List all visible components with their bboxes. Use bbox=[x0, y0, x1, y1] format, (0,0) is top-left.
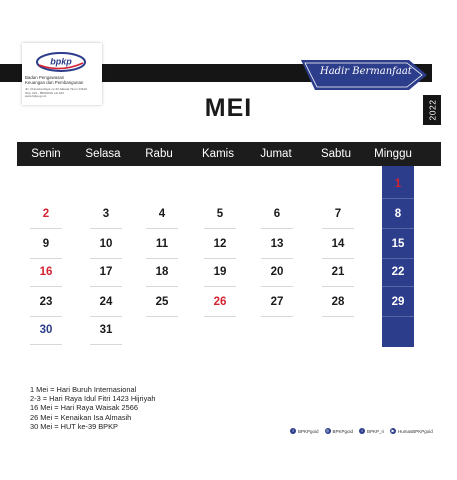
instagram-icon: ◎ bbox=[325, 428, 330, 433]
day-underline bbox=[30, 228, 62, 229]
weekday-header bbox=[17, 142, 441, 166]
day-underline bbox=[90, 286, 122, 287]
calendar-day: 20 bbox=[270, 266, 284, 278]
calendar-day: 5 bbox=[216, 208, 224, 220]
calendar-day: 18 bbox=[155, 266, 169, 278]
day-underline bbox=[382, 228, 414, 229]
calendar-day: 13 bbox=[270, 238, 284, 250]
holiday-note: 26 Mei = Kenaikan Isa Almasih bbox=[30, 412, 132, 422]
calendar-day: 21 bbox=[331, 266, 345, 278]
day-underline bbox=[146, 286, 178, 287]
calendar-day: 25 bbox=[155, 296, 169, 308]
day-underline bbox=[322, 228, 354, 229]
day-underline bbox=[261, 316, 293, 317]
day-underline bbox=[90, 316, 122, 317]
tagline-text: Hadir Bermanfaat bbox=[320, 66, 412, 77]
day-underline bbox=[30, 258, 62, 259]
weekday-jumat: Jumat bbox=[260, 148, 292, 160]
calendar-day: 23 bbox=[39, 296, 53, 308]
day-underline bbox=[261, 286, 293, 287]
weekday-rabu: Rabu bbox=[145, 148, 173, 160]
calendar-day: 6 bbox=[273, 208, 281, 220]
calendar-day: 16 bbox=[39, 266, 53, 278]
calendar-day: 3 bbox=[102, 208, 110, 220]
calendar-day: 15 bbox=[391, 238, 405, 250]
social-youtube[interactable]: ▶ HumasBPKPgoid bbox=[391, 428, 433, 434]
twitter-icon: t bbox=[359, 428, 365, 434]
weekday-minggu: Minggu bbox=[374, 148, 412, 160]
facebook-icon: f bbox=[290, 428, 296, 434]
calendar-day: 17 bbox=[99, 266, 113, 278]
day-underline bbox=[204, 258, 236, 259]
year-label: 2022 bbox=[423, 95, 441, 125]
day-underline bbox=[30, 316, 62, 317]
youtube-icon: ▶ bbox=[391, 428, 395, 433]
agency-name: Badan Pengawasan Keuangan dan Pembangunan bbox=[25, 75, 84, 86]
day-underline bbox=[322, 286, 354, 287]
social-links bbox=[290, 428, 433, 434]
calendar-day: 2 bbox=[42, 208, 50, 220]
calendar-day: 1 bbox=[394, 178, 402, 190]
holiday-note: 1 Mei = Hari Buruh Internasional bbox=[30, 385, 137, 394]
agency-address: Jln. Pramuka Raya no.33 Jakarta Timur 13120 Telp. 021 - 85910031 ext 100 www.bpkp.go.id bbox=[25, 87, 87, 98]
day-underline bbox=[382, 198, 414, 199]
calendar-day: 14 bbox=[331, 238, 345, 250]
calendar-day: 12 bbox=[213, 238, 227, 250]
social-facebook[interactable]: f BPKPgoid bbox=[290, 428, 319, 434]
calendar-day: 11 bbox=[155, 238, 169, 250]
day-underline bbox=[322, 258, 354, 259]
calendar-day: 9 bbox=[42, 238, 50, 250]
day-underline bbox=[30, 344, 62, 345]
day-underline bbox=[382, 258, 414, 259]
month-title: MEI bbox=[204, 94, 253, 122]
weekday-selasa: Selasa bbox=[85, 148, 121, 160]
weekday-sabtu: Sabtu bbox=[320, 148, 352, 160]
bpkp-logo-mark bbox=[35, 51, 87, 73]
calendar-day: 4 bbox=[158, 208, 166, 220]
day-underline bbox=[146, 228, 178, 229]
weekday-senin: Senin bbox=[31, 148, 61, 160]
day-underline bbox=[204, 286, 236, 287]
day-underline bbox=[261, 228, 293, 229]
day-underline bbox=[90, 344, 122, 345]
day-underline bbox=[382, 316, 414, 317]
svg-text:bpkp: bpkp bbox=[50, 56, 72, 67]
holiday-note: 30 Mei = HUT ke-39 BPKP bbox=[30, 421, 118, 431]
day-underline bbox=[322, 316, 354, 317]
calendar-day: 8 bbox=[394, 208, 402, 220]
calendar-day: 29 bbox=[391, 296, 405, 308]
day-underline bbox=[146, 316, 178, 317]
social-instagram[interactable]: ◎ BPKPgoid bbox=[325, 428, 354, 434]
calendar-day: 19 bbox=[213, 266, 227, 278]
day-underline bbox=[382, 286, 414, 287]
calendar-day: 28 bbox=[331, 296, 345, 308]
calendar-day: 26 bbox=[213, 296, 227, 308]
day-underline bbox=[90, 258, 122, 259]
sunday-column bbox=[382, 166, 414, 347]
day-underline bbox=[146, 258, 178, 259]
holiday-notes bbox=[30, 385, 156, 431]
calendar-day: 27 bbox=[270, 296, 284, 308]
calendar-day: 31 bbox=[99, 324, 113, 336]
holiday-note: 16 Mei = Hari Raya Waisak 2566 bbox=[30, 403, 138, 413]
calendar-day: 7 bbox=[334, 208, 342, 220]
weekday-kamis: Kamis bbox=[202, 148, 234, 160]
day-underline bbox=[204, 316, 236, 317]
day-underline bbox=[261, 258, 293, 259]
day-underline bbox=[30, 286, 62, 287]
calendar-day: 22 bbox=[391, 266, 405, 278]
holiday-note: 2-3 = Hari Raya Idul Fitri 1423 Hijriyah bbox=[30, 394, 156, 404]
day-underline bbox=[90, 228, 122, 229]
day-underline bbox=[204, 228, 236, 229]
calendar-day: 10 bbox=[99, 238, 113, 250]
calendar-day: 30 bbox=[39, 324, 53, 336]
calendar-day: 24 bbox=[99, 296, 113, 308]
social-twitter[interactable]: t BPKP_ri bbox=[359, 428, 384, 434]
